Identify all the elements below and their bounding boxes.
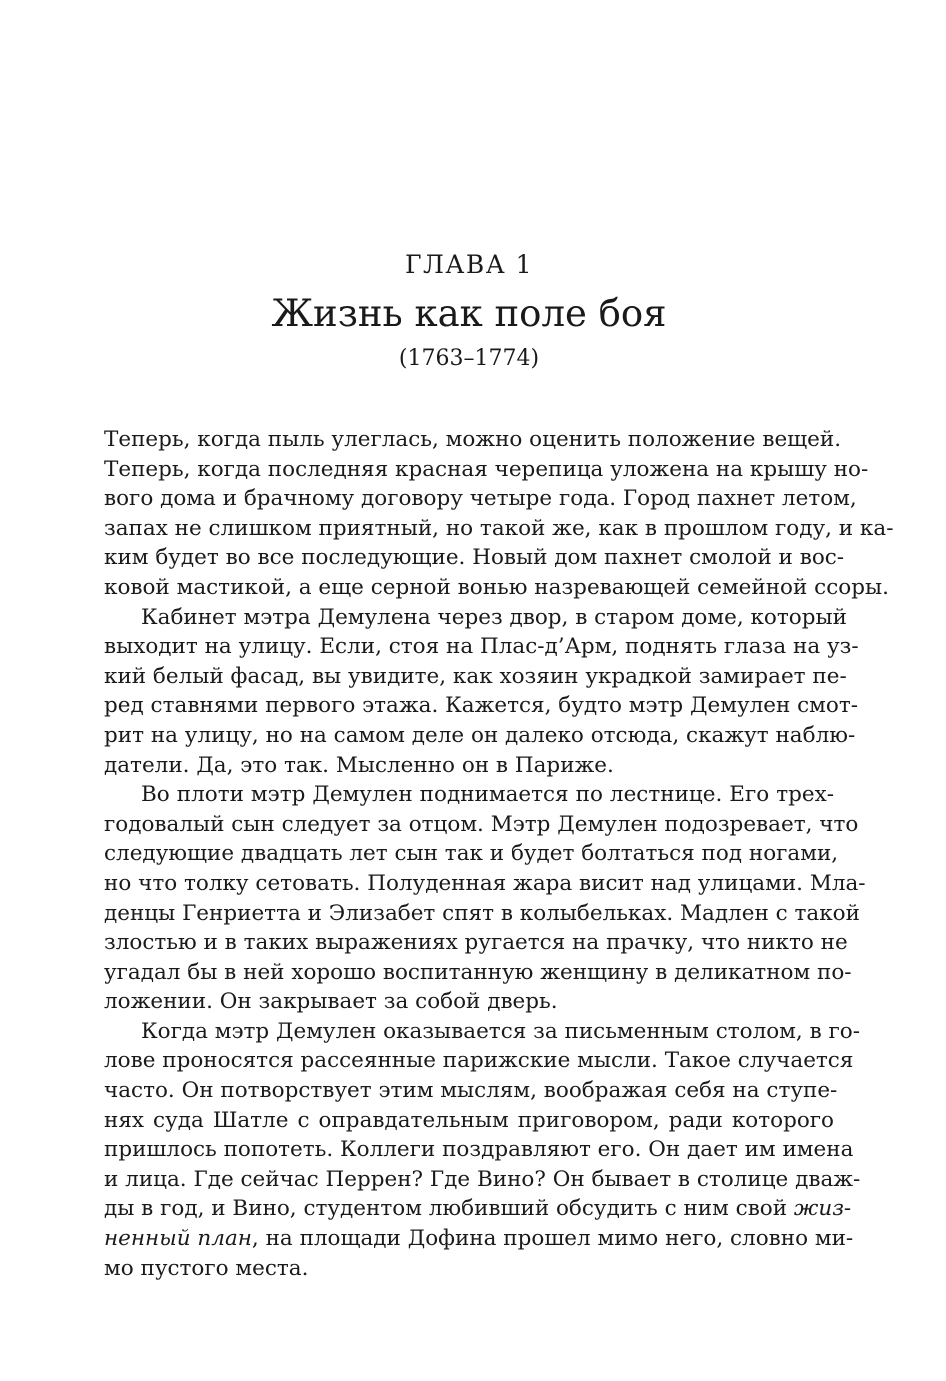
text-line: вого дома и брачному договору четыре года. Город пахнет летом, bbox=[104, 486, 857, 512]
book-page bbox=[104, 0, 894, 1381]
text-line: нях суда Шатле с оправдательным приговором, ради которого bbox=[104, 1107, 834, 1133]
chapter-label: ГЛАВА 1 bbox=[404, 250, 533, 279]
text-line: Во плоти мэтр Демулен поднимается по лестнице. Его трех- bbox=[141, 782, 834, 808]
text-line: лове проносятся рассеянные парижские мысли. Такое случается bbox=[104, 1048, 854, 1074]
text-line: ким будет во все последующие. Новый дом пахнет смолой и вос- bbox=[104, 545, 845, 571]
text-line: угадал бы в ней хорошо воспитанную женщину в деликатном по- bbox=[104, 959, 852, 985]
text-line: злостью и в таких выражениях ругается на прачку, что никто не bbox=[104, 930, 848, 956]
text-line bbox=[104, 1224, 854, 1254]
text-line: ред ставнями первого этажа. Кажется, будто мэтр Демулен смот- bbox=[104, 693, 859, 719]
text-line: запах не слишком приятный, но такой же, как в прошлом году, и ка- bbox=[104, 515, 894, 541]
paragraph-1 bbox=[104, 425, 894, 603]
text-line: и лица. Где сейчас Перрен? Где Вино? Он бывает в столице дваж- bbox=[104, 1166, 861, 1192]
text-line: мо пустого места. bbox=[104, 1255, 309, 1281]
text-line: часто. Он потворствует этим мыслям, воображая себя на ступе- bbox=[104, 1078, 838, 1104]
text-line: выходит на улицу. Если, стоя на Плас-д’Арм, поднять глаза на уз- bbox=[104, 634, 859, 660]
paragraph-2 bbox=[104, 603, 859, 781]
chapter-body bbox=[104, 425, 894, 1283]
text-line: кий белый фасад, вы увидите, как хозяин украдкой замирает пе- bbox=[104, 663, 847, 689]
text-line: ложении. Он закрывает за собой дверь. bbox=[104, 989, 558, 1015]
text-line: Теперь, когда последняя красная черепица уложена на крышу но- bbox=[104, 456, 869, 482]
italic-text: жиз- bbox=[793, 1196, 852, 1222]
paragraph-3 bbox=[104, 780, 866, 1017]
paragraph-4 bbox=[104, 1017, 861, 1283]
text-line: рит на улицу, но на самом деле он далеко отсюда, скажут наблю- bbox=[104, 722, 856, 748]
text-line: но что толку сетовать. Полуденная жара висит над улицами. Мла- bbox=[104, 870, 866, 896]
text-segment: ды в год, и Вино, студентом любивший обсудить с ним свой bbox=[104, 1196, 794, 1222]
chapter-dates: (1763–1774) bbox=[398, 346, 540, 371]
text-line: годовалый сын следует за отцом. Мэтр Демулен подозревает, что bbox=[104, 811, 859, 837]
text-line bbox=[104, 1194, 852, 1224]
text-line: пришлось попотеть. Коллеги поздравляют его. Он дает им имена bbox=[104, 1137, 854, 1163]
chapter-title: Жизнь как поле боя bbox=[271, 292, 667, 335]
text-line: Когда мэтр Демулен оказывается за письменным столом, в го- bbox=[141, 1018, 860, 1044]
text-line: Теперь, когда пыль улеглась, можно оценить положение вещей. bbox=[104, 427, 842, 452]
text-line: датели. Да, это так. Мысленно он в Париже. bbox=[104, 752, 614, 778]
text-line: денцы Генриетта и Элизабет спят в колыбельках. Мадлен с такой bbox=[104, 900, 860, 926]
text-line: Кабинет мэтра Демулена через двор, в старом доме, который bbox=[141, 604, 847, 630]
text-line: следующие двадцать лет сын так и будет болтаться под ногами, bbox=[104, 841, 839, 867]
text-segment: , на площади Дофина прошел мимо него, словно ми- bbox=[251, 1226, 854, 1252]
italic-text: ненный план bbox=[104, 1226, 252, 1252]
text-line: ковой мастикой, а еще серной вонью назревающей семейной ссоры. bbox=[104, 574, 889, 600]
